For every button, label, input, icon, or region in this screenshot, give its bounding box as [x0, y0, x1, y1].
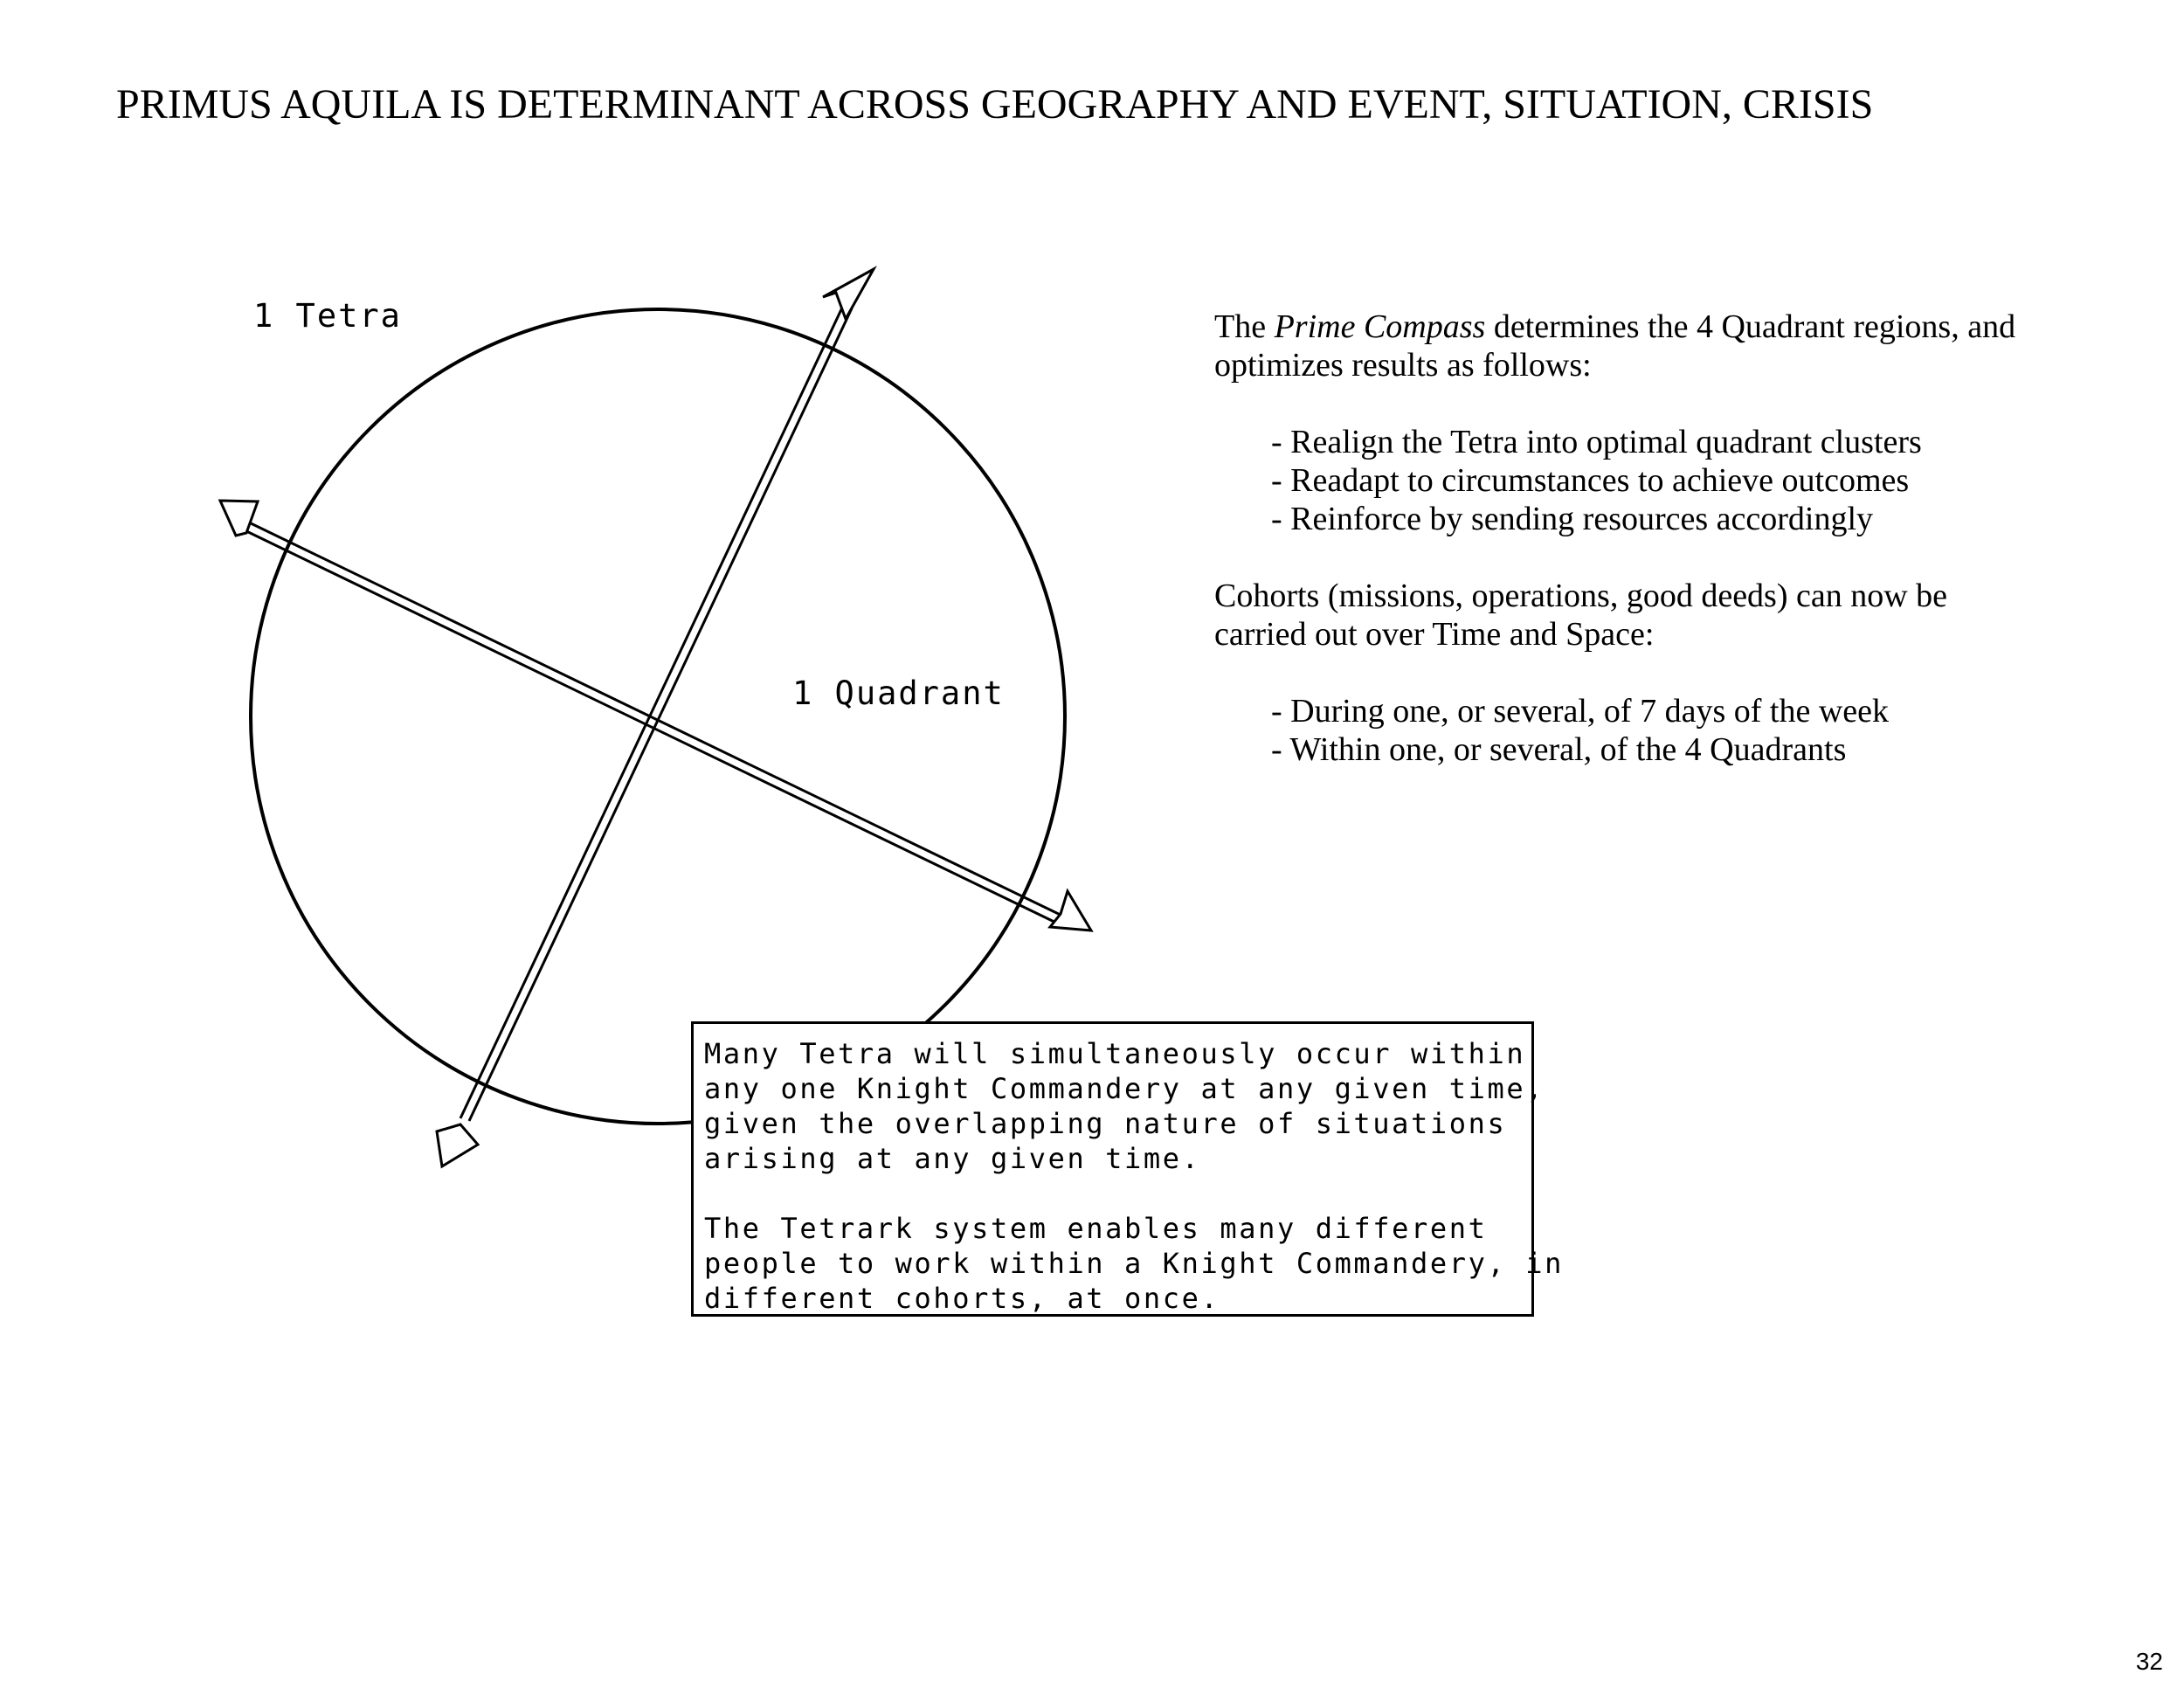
tetra-label: 1 Tetra [253, 297, 402, 335]
callout-line: different cohorts, at once. [704, 1282, 1220, 1315]
arrowhead-top-right [823, 269, 874, 319]
page-title: PRIMUS AQUILA IS DETERMINANT ACROSS GEOGRAPHY AND EVENT, SITUATION, CRISIS [116, 81, 1874, 128]
callout-line: Many Tetra will simultaneously occur within [704, 1037, 1526, 1070]
bullet-item: - Realign the Tetra into optimal quadrant clusters [1271, 424, 1922, 460]
arrowhead-bottom-right [1050, 891, 1091, 930]
page-number: 32 [2135, 1648, 2163, 1675]
quadrant-label: 1 Quadrant [792, 674, 1005, 712]
callout-line: The Tetrark system enables many different [704, 1212, 1488, 1245]
callout-line: given the overlapping nature of situations [704, 1107, 1507, 1140]
horizontal-axis-arrow [220, 501, 1091, 930]
callout-line: any one Knight Commandery at any given time, [704, 1072, 1545, 1105]
intro-line-2: optimizes results as follows: [1214, 347, 1592, 384]
cohorts-line-2: carried out over Time and Space: [1214, 616, 1655, 653]
tetra-circle [251, 309, 1065, 1124]
bullet-item: - Readapt to circumstances to achieve outcomes [1271, 462, 1910, 499]
arrowhead-bottom-left [437, 1124, 478, 1166]
callout-line: arising at any given time. [704, 1142, 1201, 1175]
cohort-bullet-item: - During one, or several, of 7 days of the week [1271, 693, 1889, 730]
cohorts-line: Cohorts (missions, operations, good deeds) can now be [1214, 578, 1948, 614]
cohort-bullet-item: - Within one, or several, of the 4 Quadrants [1271, 731, 1847, 768]
intro-line: The Prime Compass determines the 4 Quadrant regions, and [1214, 308, 2016, 345]
prime-compass-term: Prime Compass [1274, 308, 1486, 345]
bullet-item: - Reinforce by sending resources accordingly [1271, 501, 1874, 537]
callout-line: people to work within a Knight Commandery, in [704, 1247, 1564, 1280]
callout-box [691, 1021, 1564, 1317]
arrowhead-top-left [220, 501, 258, 536]
description-text [1214, 308, 2132, 769]
